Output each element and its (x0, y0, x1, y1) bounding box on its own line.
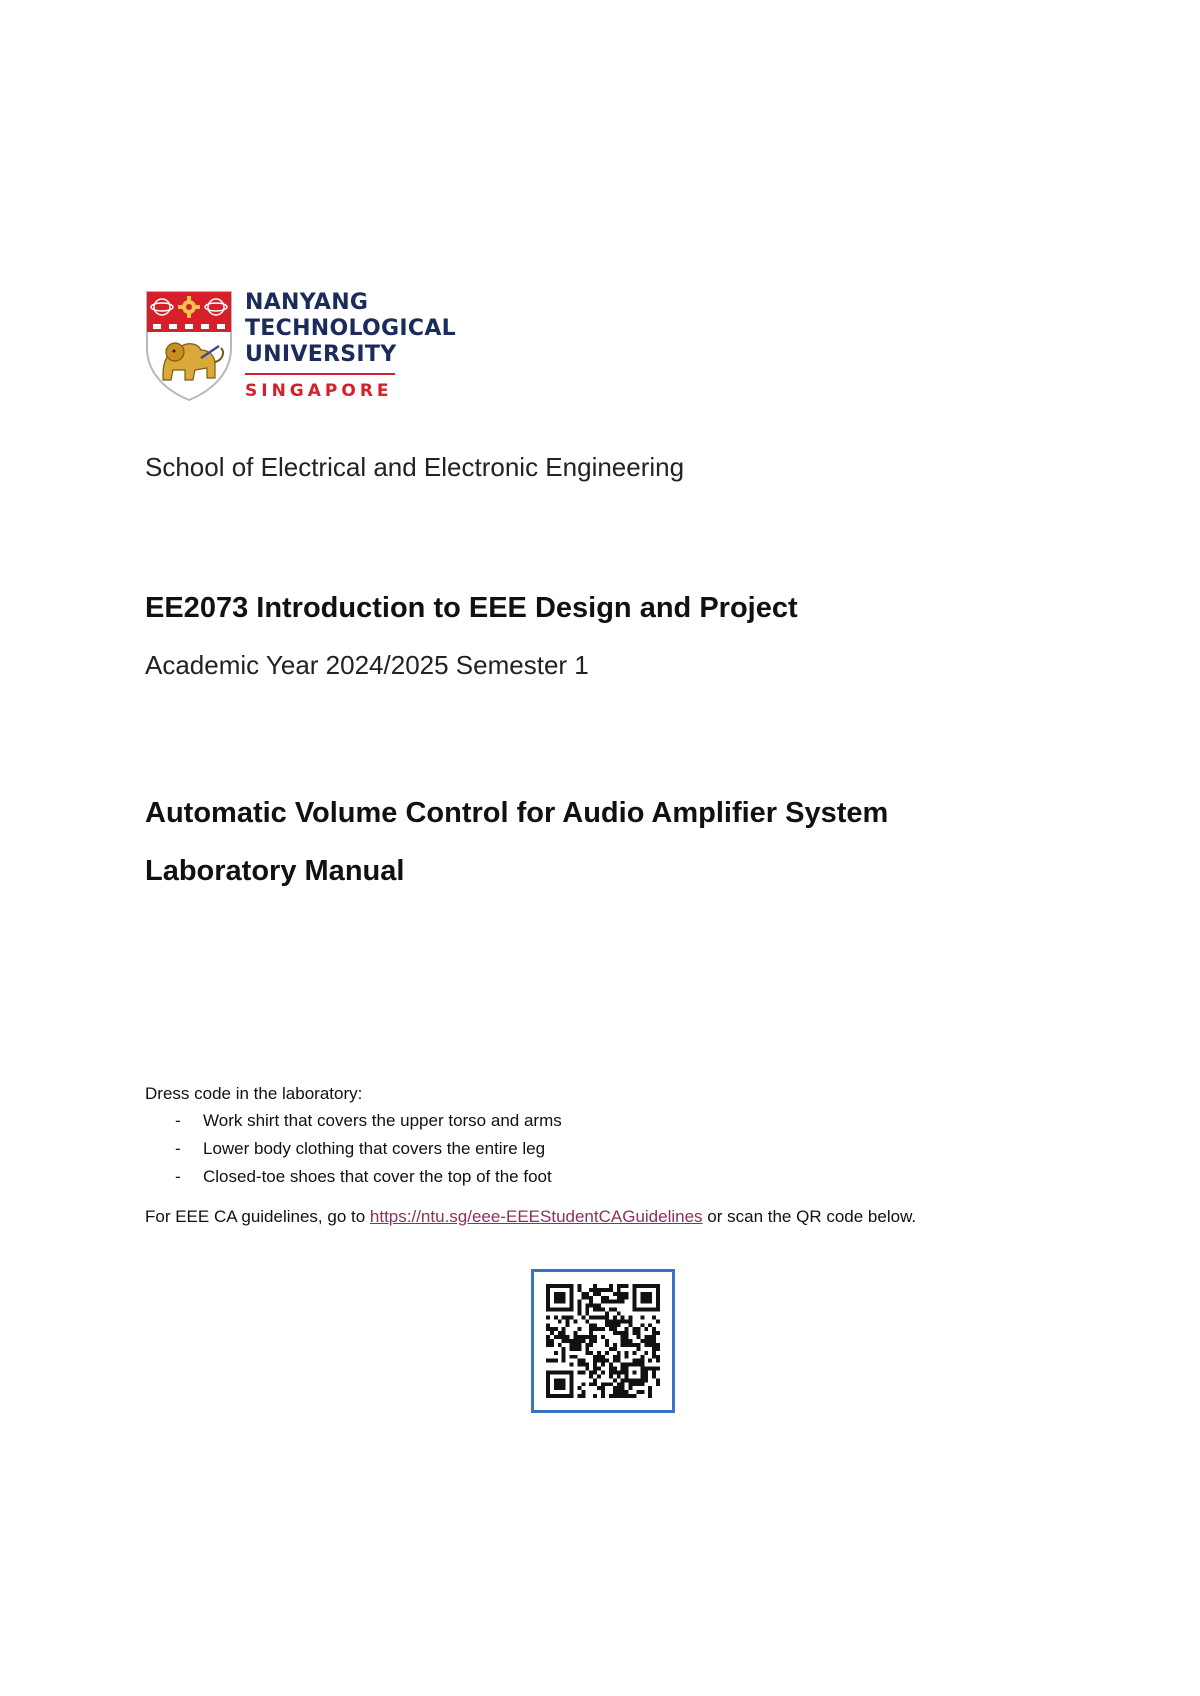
list-item (145, 1107, 1055, 1135)
dress-code-heading: Dress code in the laboratory: (145, 1084, 363, 1103)
logo-line-singapore: SINGAPORE (245, 381, 393, 401)
logo-line-technological: TECHNOLOGICAL (245, 316, 456, 341)
qr-code[interactable] (531, 1269, 675, 1413)
logo-line-university: UNIVERSITY (245, 342, 397, 367)
manual-title-line-1: Automatic Volume Control for Audio Amplifier System (145, 797, 889, 829)
list-bullet: - (175, 1139, 181, 1158)
qr-code-icon (546, 1284, 660, 1398)
ca-guidelines-text (145, 1203, 1035, 1230)
ntu-wordmark (245, 290, 475, 401)
manual-title-line-2: Laboratory Manual (145, 855, 405, 887)
list-item (145, 1135, 1055, 1163)
academic-year: Academic Year 2024/2025 Semester 1 (145, 650, 589, 680)
list-item-text: Closed-toe shoes that cover the top of the foot (203, 1167, 552, 1186)
dress-code-section (145, 1080, 1055, 1230)
course-title: EE2073 Introduction to EEE Design and Project (145, 592, 798, 624)
list-bullet: - (175, 1111, 181, 1130)
list-item-text: Work shirt that covers the upper torso and arms (203, 1111, 562, 1130)
school-name: School of Electrical and Electronic Engineering (145, 452, 685, 482)
list-item (145, 1163, 1055, 1191)
manual-title (145, 784, 888, 900)
logo-line-nanyang: NANYANG (245, 290, 369, 315)
logo-divider (245, 373, 395, 375)
ca-guidelines-suffix: or scan the QR code below. (702, 1207, 917, 1226)
ca-guidelines-link[interactable]: https://ntu.sg/eee-EEEStudentCAGuidelines (369, 1207, 703, 1226)
ntu-logo (145, 290, 465, 402)
ntu-crest-icon (145, 290, 233, 402)
dress-code-list (145, 1107, 1055, 1191)
list-bullet: - (175, 1167, 181, 1186)
list-item-text: Lower body clothing that covers the entire leg (203, 1139, 546, 1158)
ca-guidelines-prefix: For EEE CA guidelines, go to (145, 1207, 370, 1226)
